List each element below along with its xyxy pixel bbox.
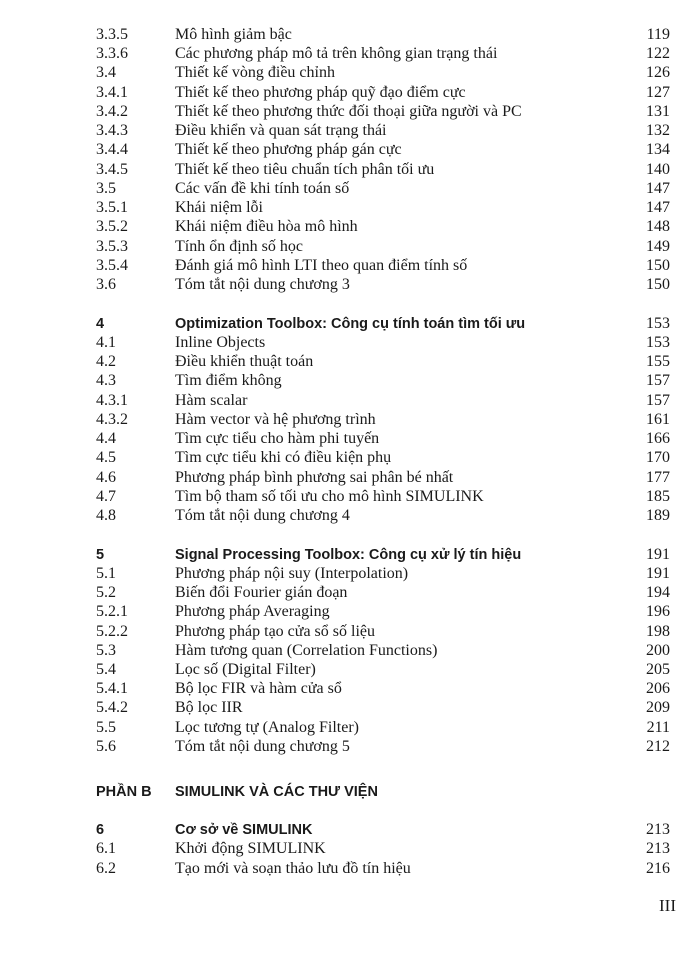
page-ref: 157 xyxy=(646,392,670,409)
section-number: 3.4.2 xyxy=(96,103,128,120)
section-title: Tạo mới và soạn thảo lưu đồ tín hiệu xyxy=(175,860,411,877)
page-ref: 150 xyxy=(646,257,670,274)
toc-chapter-row xyxy=(0,820,700,840)
section-number: 5.3 xyxy=(96,642,116,659)
page-ref: 166 xyxy=(646,430,670,447)
section-title: Hàm tương quan (Correlation Functions) xyxy=(175,642,438,659)
section-number: 4.3.1 xyxy=(96,392,128,409)
toc-row xyxy=(0,468,700,488)
toc-row xyxy=(0,839,700,859)
toc-row xyxy=(0,859,700,879)
page-ref: 157 xyxy=(646,372,670,389)
section-title: Cơ sở về SIMULINK xyxy=(175,822,313,838)
section-number: 5.2 xyxy=(96,584,116,601)
section-number: 4.5 xyxy=(96,449,116,466)
section-number: 3.5.3 xyxy=(96,238,128,255)
section-title: Tóm tắt nội dung chương 3 xyxy=(175,276,350,293)
toc-row xyxy=(0,333,700,353)
section-title: Lọc số (Digital Filter) xyxy=(175,661,316,678)
section-title: Bộ lọc FIR và hàm cửa sổ xyxy=(175,680,342,697)
section-number: 5.4.1 xyxy=(96,680,128,697)
section-title: Thiết kế theo tiêu chuẩn tích phân tối ưu xyxy=(175,161,435,178)
page-ref: 189 xyxy=(646,507,670,524)
toc-row xyxy=(0,660,700,680)
page-ref: 134 xyxy=(646,141,670,158)
section-number: 5 xyxy=(96,547,105,563)
page-ref: 209 xyxy=(646,699,670,716)
section-number: 3.6 xyxy=(96,276,116,293)
section-title: Thiết kế theo phương pháp quỹ đạo điểm cực xyxy=(175,84,466,101)
page-ref: 153 xyxy=(646,334,670,351)
section-title: Lọc tương tự (Analog Filter) xyxy=(175,719,359,736)
toc-row xyxy=(0,83,700,103)
toc-row xyxy=(0,25,700,45)
section-title: Tìm cực tiểu cho hàm phi tuyến xyxy=(175,430,380,447)
page-ref: 211 xyxy=(646,719,670,736)
page-ref: 149 xyxy=(646,238,670,255)
page-ref: 119 xyxy=(646,26,670,43)
section-number: 4.2 xyxy=(96,353,116,370)
page-ref: 148 xyxy=(646,218,670,235)
toc-row xyxy=(0,140,700,160)
section-number: 5.5 xyxy=(96,719,116,736)
toc-row xyxy=(0,121,700,141)
section-number: 3.4.4 xyxy=(96,141,128,158)
section-number: 3.3.6 xyxy=(96,45,128,62)
page-ref: 153 xyxy=(646,315,670,332)
section-number: PHẦN B xyxy=(96,784,152,800)
toc-row xyxy=(0,237,700,257)
section-number: 3.3.5 xyxy=(96,26,128,43)
toc-row xyxy=(0,487,700,507)
section-number: 3.4 xyxy=(96,64,116,81)
section-title: Khởi động SIMULINK xyxy=(175,840,326,857)
section-number: 5.6 xyxy=(96,738,116,755)
toc-row xyxy=(0,179,700,199)
section-title: Optimization Toolbox: Công cụ tính toán tìm tối ưu xyxy=(175,316,526,332)
section-title: Điều khiển thuật toán xyxy=(175,353,314,370)
page-ref: 150 xyxy=(646,276,670,293)
toc-row xyxy=(0,410,700,430)
section-number: 3.5.1 xyxy=(96,199,128,216)
page-ref: 213 xyxy=(646,840,670,857)
toc-row xyxy=(0,160,700,180)
section-title: Khái niệm lỗi xyxy=(175,199,263,216)
section-number: 4.7 xyxy=(96,488,116,505)
section-number: 3.4.1 xyxy=(96,84,128,101)
section-title: Tìm điểm không xyxy=(175,372,282,389)
page-ref: 132 xyxy=(646,122,670,139)
section-title: Hàm scalar xyxy=(175,392,248,409)
toc-row xyxy=(0,602,700,622)
toc-row xyxy=(0,679,700,699)
toc-row xyxy=(0,583,700,603)
section-number: 4.3.2 xyxy=(96,411,128,428)
page-ref: 147 xyxy=(646,180,670,197)
section-title: Phương pháp nội suy (Interpolation) xyxy=(175,565,409,582)
section-number: 5.2.1 xyxy=(96,603,128,620)
toc-row xyxy=(0,506,700,526)
section-title: Hàm vector và hệ phương trình xyxy=(175,411,376,428)
page-ref: 147 xyxy=(646,199,670,216)
section-title: Inline Objects xyxy=(175,334,266,351)
page-number: III xyxy=(659,896,676,915)
section-title: Mô hình giảm bậc xyxy=(175,26,292,43)
section-title: Tóm tắt nội dung chương 4 xyxy=(175,507,350,524)
section-title: SIMULINK VÀ CÁC THƯ VIỆN xyxy=(175,784,378,800)
section-title: Thiết kế theo phương thức đối thoại giữa người và PC xyxy=(175,103,522,120)
section-title: Biến đổi Fourier gián đoạn xyxy=(175,584,348,601)
page-ref: 126 xyxy=(646,64,670,81)
page-ref: 212 xyxy=(646,738,670,755)
page-ref: 122 xyxy=(646,45,670,62)
section-title: Các vấn đề khi tính toán số xyxy=(175,180,350,197)
toc-row xyxy=(0,391,700,411)
section-number: 4.3 xyxy=(96,372,116,389)
toc-row xyxy=(0,448,700,468)
page-ref: 170 xyxy=(646,449,670,466)
section-number: 3.4.3 xyxy=(96,122,128,139)
section-title: Thiết kế theo phương pháp gán cực xyxy=(175,141,402,158)
toc-chapter-row xyxy=(0,314,700,334)
toc-row xyxy=(0,718,700,738)
section-title: Phương pháp tạo cửa sổ số liệu xyxy=(175,623,375,640)
section-title: Đánh giá mô hình LTI theo quan điểm tính số xyxy=(175,257,468,274)
section-title: Tìm bộ tham số tối ưu cho mô hình SIMULINK xyxy=(175,488,484,505)
section-number: 6.2 xyxy=(96,860,116,877)
section-number: 4 xyxy=(96,316,105,332)
section-number: 5.4.2 xyxy=(96,699,128,716)
section-title: Thiết kế vòng điều chỉnh xyxy=(175,64,335,81)
page-ref: 177 xyxy=(646,469,670,486)
section-title: Các phương pháp mô tả trên không gian trạng thái xyxy=(175,45,498,62)
page-ref: 185 xyxy=(646,488,670,505)
toc-row xyxy=(0,352,700,372)
toc-chapter-row xyxy=(0,545,700,565)
page-ref: 161 xyxy=(646,411,670,428)
toc-row xyxy=(0,63,700,83)
section-number: 4.6 xyxy=(96,469,116,486)
section-title: Bộ lọc IIR xyxy=(175,699,243,716)
section-title: Tìm cực tiểu khi có điều kiện phụ xyxy=(175,449,392,466)
section-number: 5.4 xyxy=(96,661,116,678)
page-ref: 191 xyxy=(646,565,670,582)
page-ref: 205 xyxy=(646,661,670,678)
page-ref: 196 xyxy=(646,603,670,620)
section-number: 4.4 xyxy=(96,430,116,447)
page-ref: 131 xyxy=(646,103,670,120)
section-title: Tóm tắt nội dung chương 5 xyxy=(175,738,350,755)
section-title: Tính ổn định số học xyxy=(175,238,303,255)
toc-row xyxy=(0,429,700,449)
section-number: 4.1 xyxy=(96,334,116,351)
section-number: 5.1 xyxy=(96,565,116,582)
toc-row xyxy=(0,737,700,757)
section-number: 3.5 xyxy=(96,180,116,197)
toc-row xyxy=(0,641,700,661)
toc-row xyxy=(0,371,700,391)
toc-row xyxy=(0,698,700,718)
section-title: Phương pháp Averaging xyxy=(175,603,330,620)
section-number: 3.5.4 xyxy=(96,257,128,274)
toc-row xyxy=(0,102,700,122)
section-title: Khái niệm điều hòa mô hình xyxy=(175,218,358,235)
page-ref: 155 xyxy=(646,353,670,370)
page-ref: 140 xyxy=(646,161,670,178)
section-number: 5.2.2 xyxy=(96,623,128,640)
page-ref: 127 xyxy=(646,84,670,101)
section-number: 6 xyxy=(96,822,105,838)
section-title: Điều khiển và quan sát trạng thái xyxy=(175,122,387,139)
page-ref: 206 xyxy=(646,680,670,697)
toc-row xyxy=(0,275,700,295)
toc-part-row xyxy=(0,782,700,802)
section-title: Phương pháp bình phương sai phân bé nhất xyxy=(175,469,454,486)
toc-row xyxy=(0,622,700,642)
section-number: 4.8 xyxy=(96,507,116,524)
page-ref: 216 xyxy=(646,860,670,877)
toc-row xyxy=(0,44,700,64)
toc-row xyxy=(0,217,700,237)
section-number: 3.5.2 xyxy=(96,218,128,235)
section-number: 3.4.5 xyxy=(96,161,128,178)
toc-row xyxy=(0,198,700,218)
section-number: 6.1 xyxy=(96,840,116,857)
section-title: Signal Processing Toolbox: Công cụ xử lý tín hiệu xyxy=(175,547,522,563)
page-ref: 191 xyxy=(646,546,670,563)
page-ref: 198 xyxy=(646,623,670,640)
page-ref: 200 xyxy=(646,642,670,659)
toc-row xyxy=(0,256,700,276)
page-ref: 194 xyxy=(646,584,670,601)
toc-row xyxy=(0,564,700,584)
page-ref: 213 xyxy=(646,821,670,838)
